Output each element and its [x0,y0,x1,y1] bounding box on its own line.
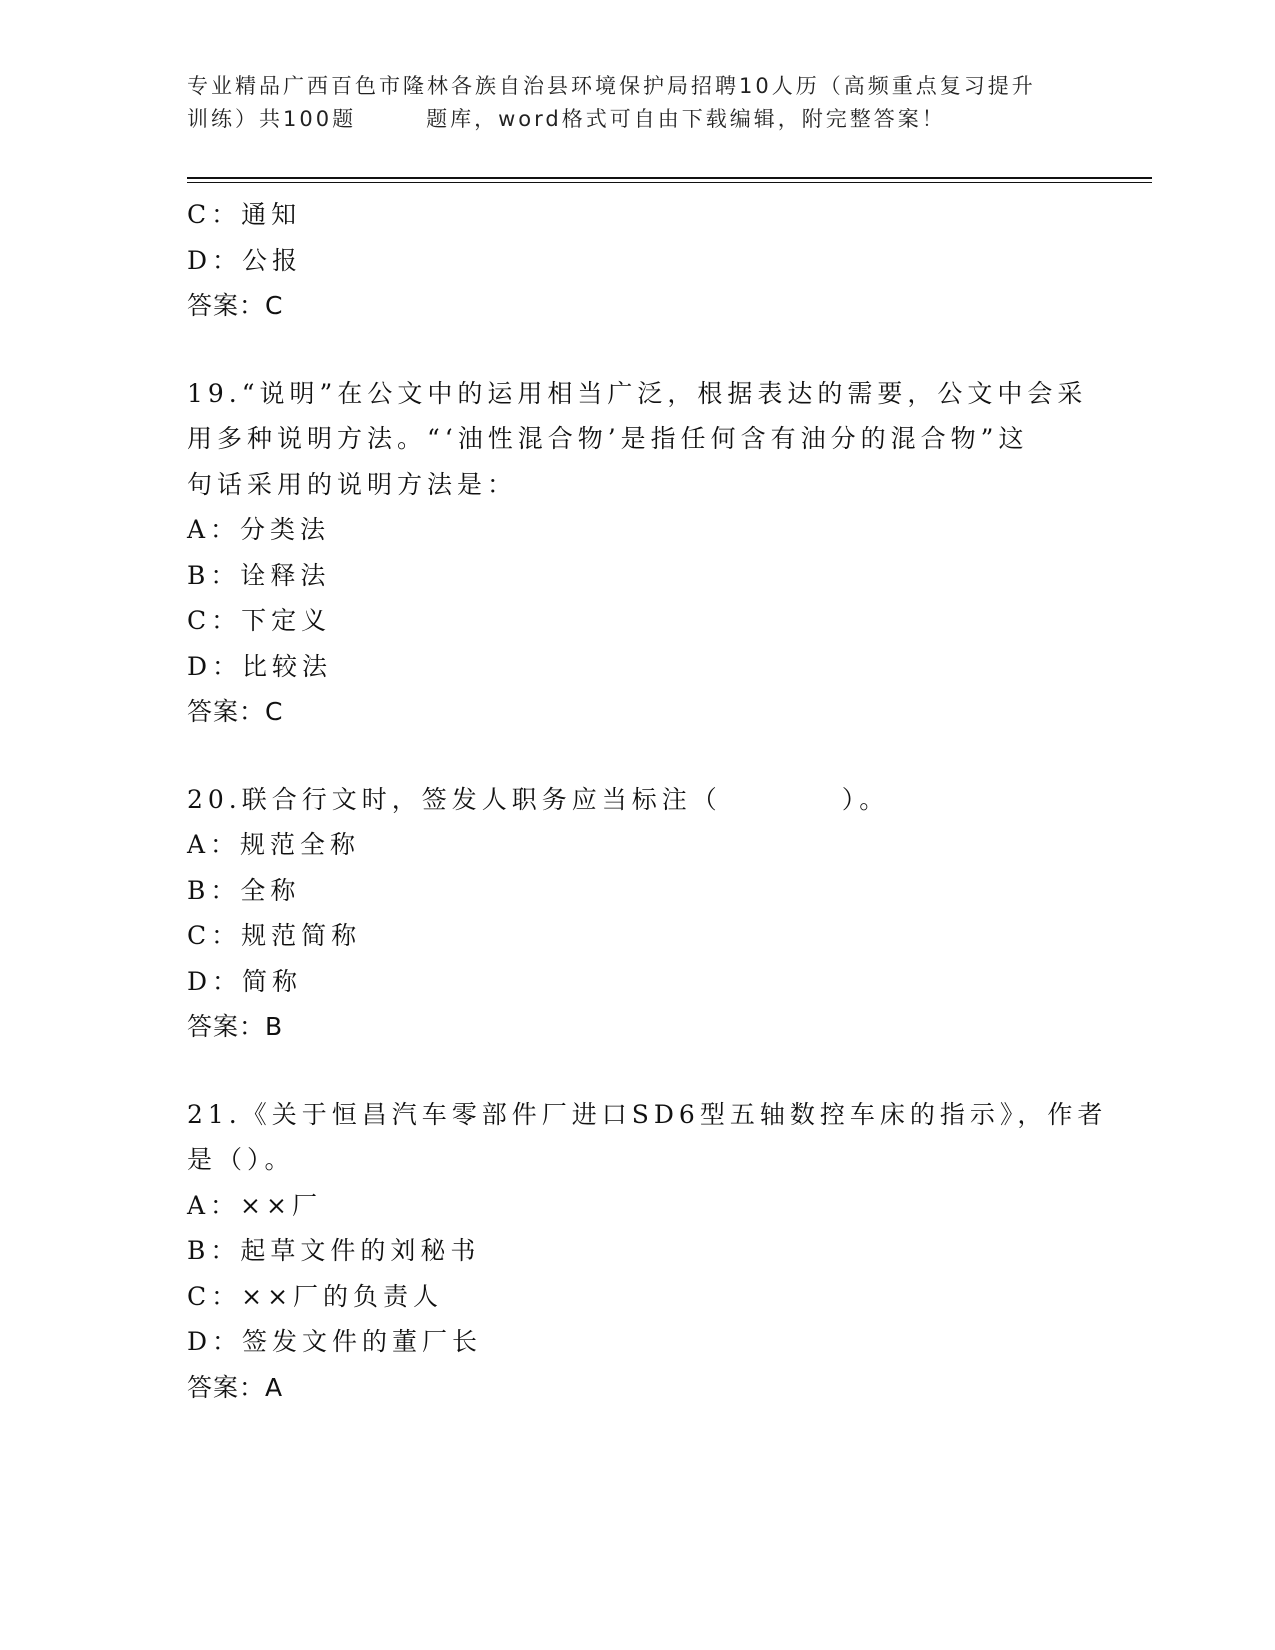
option-d: D：签发文件的董厂长 [187,1327,483,1356]
answer: 答案：C [187,697,284,726]
option-c: C：下定义 [187,606,332,635]
option-d: D：简称 [187,966,303,996]
option-b: B：起草文件的刘秘书 [187,1236,481,1265]
option-a: A：规范全称 [187,830,361,859]
question-list [187,192,1108,1410]
answer: 答案：C [187,291,284,320]
question-21 [187,1092,1108,1411]
question-18-tail [187,192,1087,329]
question-stem-line: 21.《关于恒昌汽车零部件厂进口SD6型五轴数控车床的指示》，作者 [187,1099,1108,1129]
option-c: C：通知 [187,200,302,229]
question-stem-line: 用多种说明方法。“‘油性混合物’是指任何含有油分的混合物”这 [187,424,1029,453]
option-c: C：规范简称 [187,921,362,950]
option-d: D：比较法 [187,651,333,681]
question-stem-b: ）。 [841,784,890,814]
header-line-2 [187,103,1087,136]
question-stem-line: 19.“说明”在公文中的运用相当广泛，根据表达的需要，公文中会采 [187,378,1088,408]
question-stem-a: 20.联合行文时，签发人职务应当标注（ [187,784,722,814]
option-c: C：××厂的负责人 [187,1281,444,1311]
option-d: D：公报 [187,245,303,275]
question-stem-line: 是（）。 [187,1145,295,1174]
header-line-2-b: 题库，word格式可自由下载编辑，附完整答案！ [426,107,946,131]
question-stem-line [187,777,1087,823]
header-divider-thin [187,182,1152,183]
question-stem-line: 句话采用的说明方法是： [187,469,518,499]
header-line-1: 专业精品广西百色市隆林各族自治县环境保护局招聘10人历（高频重点复习提升 [187,74,1036,98]
answer: 答案：B [187,1012,284,1041]
question-20 [187,777,1087,1050]
question-19 [187,371,1087,735]
option-b: B：诠释法 [187,560,331,590]
document-header [187,70,1087,136]
answer: 答案：A [187,1372,284,1402]
option-a: A：××厂 [187,1190,322,1220]
header-line-2-a: 训练）共100题 [187,107,357,131]
option-a: A：分类法 [187,515,331,544]
header-divider-thick [187,177,1152,179]
option-b: B：全称 [187,875,301,905]
